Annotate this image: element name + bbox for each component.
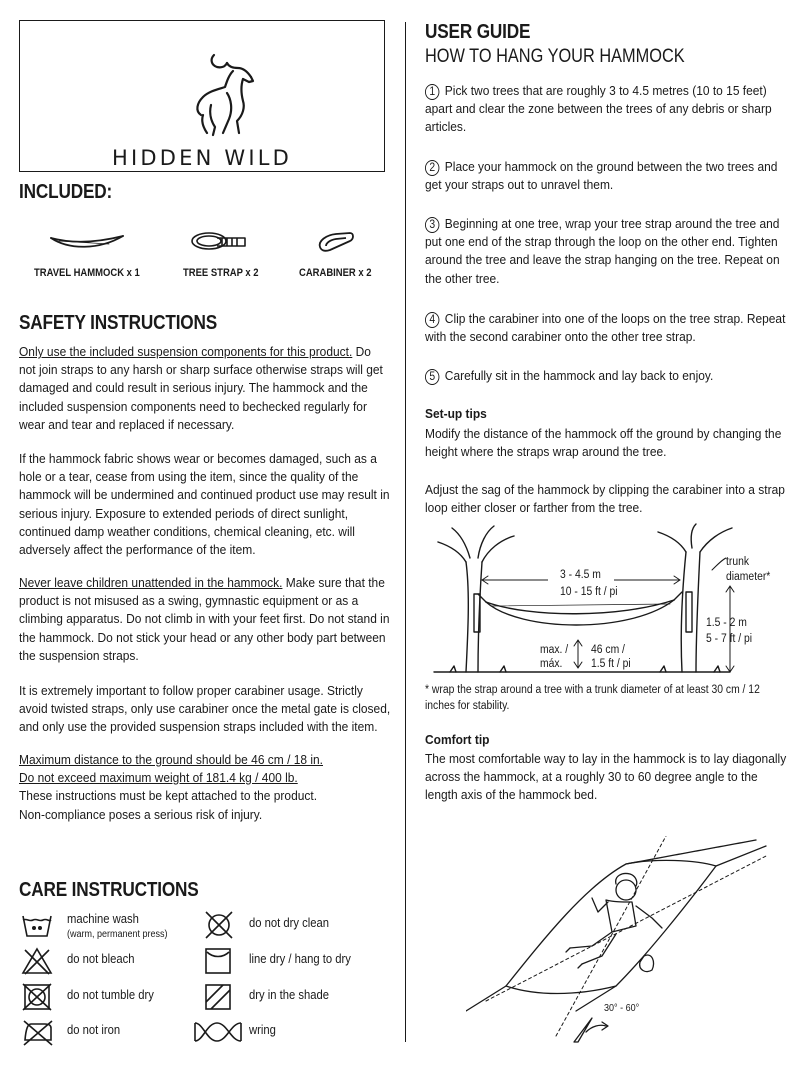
care-dry-shade-label: dry in the shade (249, 988, 330, 1002)
care-no-bleach-label: do not bleach (67, 952, 135, 966)
step-5 (425, 367, 793, 385)
diagram-max-label1: max. / (540, 644, 569, 656)
included-title: INCLUDED: (19, 181, 113, 203)
brand-logo-box (19, 20, 385, 172)
safety-max-distance: Maximum distance to the ground should be 46 cm / 18 in. (19, 752, 324, 767)
safety-keep-attached: These instructions must be kept attached to the product. (19, 788, 318, 804)
step-2-number: 2 (425, 160, 439, 176)
no-iron-icon (21, 1018, 55, 1046)
safety-paragraph-5 (19, 751, 391, 824)
setup-tips-title: Set-up tips (425, 406, 487, 421)
step-1-text: Pick two trees that are roughly 3 to 4.5 metres (10 to 15 feet) apart and clear the zone between the trees of any debris or sharp articles. (425, 83, 772, 135)
care-line-dry-label: line dry / hang to dry (249, 952, 351, 966)
step-3-number: 3 (425, 217, 439, 233)
safety-p1-rest: Do not join straps to any harsh or sharp surface otherwise straps will get damaged and could result in serious injury. The hammock and the included suspension components need to bechecked regularly for wear and tear and replaced if necessary. (19, 344, 383, 432)
care-no-tumble-dry-label: do not tumble dry (67, 988, 154, 1002)
step-4 (425, 310, 793, 346)
step-4-number: 4 (425, 312, 439, 328)
care-no-dry-clean-label: do not dry clean (249, 916, 330, 930)
included-strap-label: TREE STRAP x 2 (183, 267, 259, 279)
diagram-height-m: 1.5 - 2 m (706, 617, 747, 629)
safety-p1-underlined: Only use the included suspension components for this product. (19, 344, 353, 359)
no-tumble-dry-icon (21, 982, 53, 1012)
included-hammock-label: TRAVEL HAMMOCK x 1 (34, 267, 140, 279)
no-dry-clean-icon (203, 910, 235, 940)
deer-logo-icon (183, 53, 263, 139)
diagram-max-ft: 1.5 ft / pi (591, 658, 631, 670)
step-3 (425, 215, 793, 288)
setup-tips-p1: Modify the distance of the hammock off the ground by changing the height where the straps wrap around the tree. (425, 426, 782, 460)
diagram-trunk-line2: diameter* (726, 571, 771, 583)
step-4-text: Clip the carabiner into one of the loops on the tree strap. Repeat with the second carabiner onto the other tree strap. (425, 311, 786, 345)
dry-shade-icon (203, 982, 233, 1012)
diagram-footnote: * wrap the strap around a tree with a trunk diameter of at least 30 cm / 12 inches for stability. (425, 684, 760, 712)
line-dry-icon (203, 946, 233, 976)
strap-icon (189, 230, 249, 252)
diagram-max-label2: máx. (540, 658, 563, 670)
hammock-icon (49, 232, 125, 252)
step-5-number: 5 (425, 369, 439, 385)
no-bleach-icon (21, 946, 53, 976)
safety-p3-rest: Make sure that the product is not misused as a swing, gymnastic equipment or as a climbing apparatus. Do not climb in with your feet first. Do not stand in the hammock. Do not stick your head or any other body part between the suspension straps. (19, 575, 390, 663)
step-5-text: Carefully sit in the hammock and lay back to enjoy. (444, 368, 714, 383)
safety-max-weight: Do not exceed maximum weight of 181.4 kg / 400 lb. (19, 770, 298, 786)
comfort-angle-label: 30° - 60° (604, 1003, 640, 1014)
step-1-number: 1 (425, 84, 439, 100)
brand-name: HIDDEN WILD (111, 146, 292, 170)
setup-tips-p2: Adjust the sag of the hammock by clipping the carabiner into a strap loop either closer or farther from the tree. (425, 482, 785, 516)
safety-paragraph-2: If the hammock fabric shows wear or becomes damaged, such as a hole or a tear, cease from using the item, since the quality of the hammock will be undermined and continued product use may result in serious injury. Exposure to extended periods of direct sunlight, continued damp weather conditions, chemical cleaning, etc. will adversely affect the performance of the item. (19, 451, 390, 558)
care-title: CARE INSTRUCTIONS (19, 879, 199, 901)
safety-paragraph-4: It is extremely important to follow proper carabiner usage. Strictly avoid twisted straps, only use carabiner once the metal gate is closed, and only use the provided suspension straps included with the item. (19, 683, 391, 735)
care-no-iron-label: do not iron (67, 1023, 121, 1037)
diagram-trunk-line1: trunk (726, 556, 750, 568)
guide-subtitle: HOW TO HANG YOUR HAMMOCK (425, 46, 685, 67)
safety-paragraph-3 (19, 574, 391, 665)
diagram-height-ft: 5 - 7 ft / pi (706, 633, 753, 645)
comfort-tip-text: The most comfortable way to lay in the hammock is to lay diagonally across the hammock, at a roughly 30 to 60 degree angle to the length axis of the hammock bed. (425, 751, 787, 803)
comfort-tip-title: Comfort tip (425, 732, 490, 747)
guide-title: USER GUIDE (425, 21, 531, 43)
diagram-max-cm: 46 cm / (591, 644, 625, 656)
safety-noncompliance: Non-compliance poses a serious risk of injury. (19, 806, 263, 822)
diagram-span-m: 3 - 4.5 m (560, 569, 601, 581)
step-2 (425, 158, 793, 194)
step-2-text: Place your hammock on the ground between the two trees and get your straps out to unravel them. (425, 159, 778, 193)
care-wring-label: wring (249, 1023, 276, 1037)
machine-wash-icon (21, 912, 53, 940)
included-carabiner-label: CARABINER x 2 (299, 267, 372, 279)
wring-icon (193, 1019, 243, 1045)
safety-paragraph-1 (19, 343, 391, 434)
step-1 (425, 82, 793, 137)
safety-p3-underlined: Never leave children unattended in the hammock. (19, 575, 283, 590)
column-divider (405, 22, 406, 1042)
care-machine-wash-label: machine wash (67, 912, 139, 926)
step-3-text: Beginning at one tree, wrap your tree strap around the tree and put one end of the strap through the loop on the other end. Tighten around the tree and leave the strap hanging on the tree. Repeat on the other tree. (425, 216, 780, 286)
care-machine-wash-sub: (warm, permanent press) (67, 929, 168, 940)
safety-title: SAFETY INSTRUCTIONS (19, 312, 218, 334)
diagram-span-ft: 10 - 15 ft / pi (560, 586, 618, 598)
carabiner-icon (316, 231, 356, 253)
